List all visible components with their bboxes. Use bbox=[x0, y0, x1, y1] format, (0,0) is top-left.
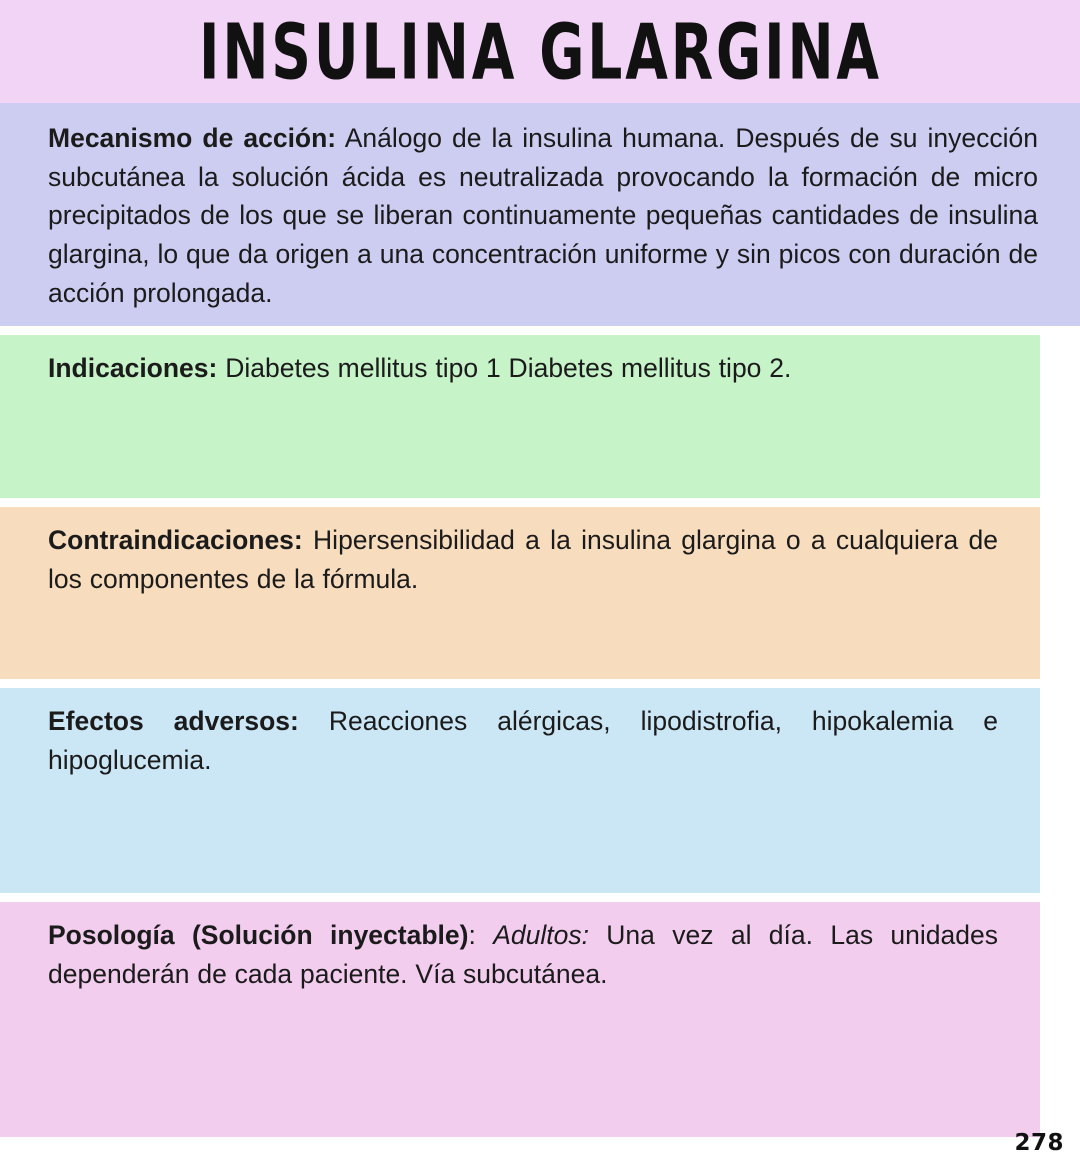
section-text-contraindicaciones: Hipersensibilidad a la insulina glargina o a cualquiera de los componentes de la fórmula. bbox=[48, 525, 998, 595]
section-label-efectos: Efectos adversos: bbox=[48, 706, 299, 737]
section-mecanismo-de-accion bbox=[0, 103, 1080, 326]
section-text-indicaciones: Diabetes mellitus tipo 1 Diabetes mellitus tipo 2. bbox=[217, 353, 792, 384]
section-emphasis-posologia: Adultos: bbox=[493, 920, 589, 951]
section-posologia bbox=[0, 902, 1040, 1137]
section-label-posologia: Posología (Solución inyectable) bbox=[48, 920, 469, 951]
section-indicaciones bbox=[0, 335, 1040, 498]
title-banner bbox=[0, 0, 1080, 103]
section-text-posologia: Una vez al día. Las unidades dependerán de cada paciente. Vía subcutánea. bbox=[48, 920, 998, 990]
section-label-mecanismo: Mecanismo de acción: bbox=[48, 123, 337, 153]
section-separator-posologia: : bbox=[468, 920, 494, 951]
page-title: INSULINA GLARGINA bbox=[198, 6, 882, 97]
section-text-efectos: Reacciones alérgicas, lipodistrofia, hipokalemia e hipoglucemia. bbox=[48, 706, 999, 776]
section-label-indicaciones: Indicaciones: bbox=[48, 353, 218, 384]
page-number: 278 bbox=[1014, 1130, 1064, 1156]
section-label-contraindicaciones: Contraindicaciones: bbox=[48, 525, 303, 556]
section-contraindicaciones bbox=[0, 507, 1040, 679]
document-content bbox=[0, 103, 1080, 1137]
section-efectos-adversos bbox=[0, 688, 1040, 893]
section-text-mecanismo: Análogo de la insulina humana. Después de su inyección subcutánea la solución ácida es neutralizada provocando la formación de micro precipitados de los que se liberan continuamente pequeñas cantidades de insulina glargina, lo que da origen a una concentración uniforme y sin picos con duración de acción prolongada. bbox=[48, 123, 1038, 308]
